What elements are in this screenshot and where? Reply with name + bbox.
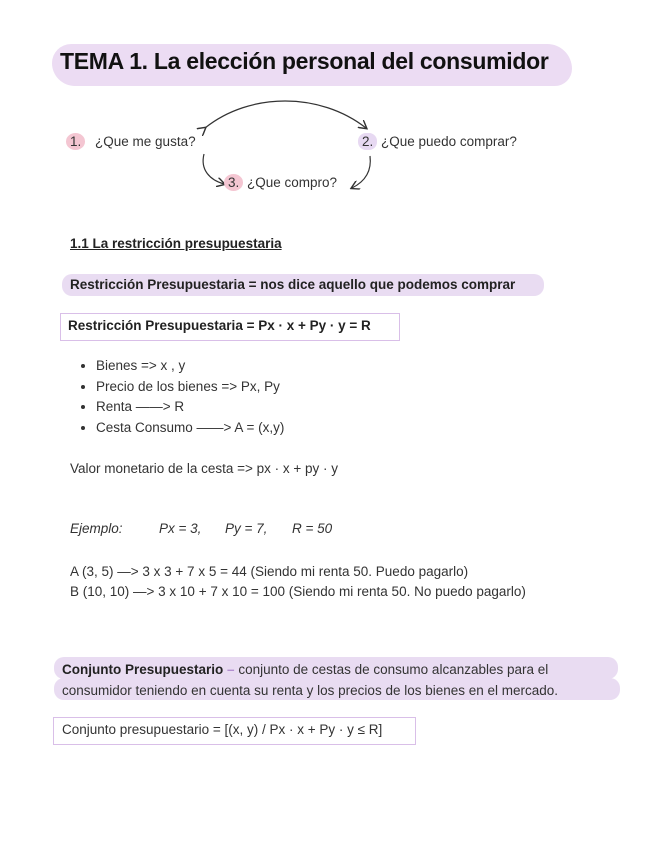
page-title: TEMA 1. La elección personal del consumidor [60, 48, 549, 74]
example-py: Py = 7, [225, 521, 268, 536]
cycle-question-3: ¿Que compro? [247, 175, 338, 190]
cycle-number-2: 2. [358, 133, 377, 150]
example-r: R = 50 [292, 521, 333, 536]
conjunto-line1: conjunto de cestas de consumo alcanzables para el [238, 662, 549, 677]
arrow-left [203, 154, 224, 184]
cycle-item-3 [224, 174, 337, 191]
cycle-number-1: 1. [66, 133, 85, 150]
section-title: 1.1 La restricción presupuestaria [70, 236, 282, 251]
valor-monetario: Valor monetario de la cesta => px · x + py · y [70, 461, 339, 476]
conjunto-dash: – [227, 662, 235, 677]
conjunto-definition [62, 659, 632, 701]
bullet-precio: • Precio de los bienes => Px, Py [96, 377, 284, 398]
arrow-top [205, 101, 366, 128]
cycle-number-3: 3. [224, 174, 243, 191]
definition-text: Restricción Presupuestaria = nos dice aquello que podemos comprar [70, 277, 516, 292]
cycle-item-1 [66, 133, 196, 150]
calc-a: A (3, 5) —> 3 x 3 + 7 x 5 = 44 (Siendo mi renta 50. Puedo pagarlo) [70, 564, 469, 579]
cycle-question-2: ¿Que puedo comprar? [381, 134, 517, 149]
cycle-item-2 [358, 133, 517, 150]
formula-text: Restricción Presupuestaria = Px · x + Py · y = R [68, 318, 371, 333]
calc-b: B (10, 10) —> 3 x 10 + 7 x 10 = 100 (Siendo mi renta 50. No puedo pagarlo) [70, 584, 526, 599]
conjunto-formula: Conjunto presupuestario = [(x, y) / Px · x + Py · y ≤ R] [62, 722, 383, 737]
bullet-bienes: • Bienes => x , y [96, 356, 284, 377]
example-px: Px = 3, [159, 521, 202, 536]
bullet-renta: • Renta ——> R [96, 397, 284, 418]
bullet-cesta: • Cesta Consumo ——> A = (x,y) [96, 418, 284, 439]
bullet-list [76, 356, 284, 439]
example-label: Ejemplo: [70, 521, 123, 536]
arrow-right [352, 156, 370, 188]
conjunto-line2: consumidor teniendo en cuenta su renta y los precios de los bienes en el mercado. [62, 683, 559, 698]
cycle-question-1: ¿Que me gusta? [95, 134, 196, 149]
conjunto-term: Conjunto Presupuestario [62, 662, 224, 677]
